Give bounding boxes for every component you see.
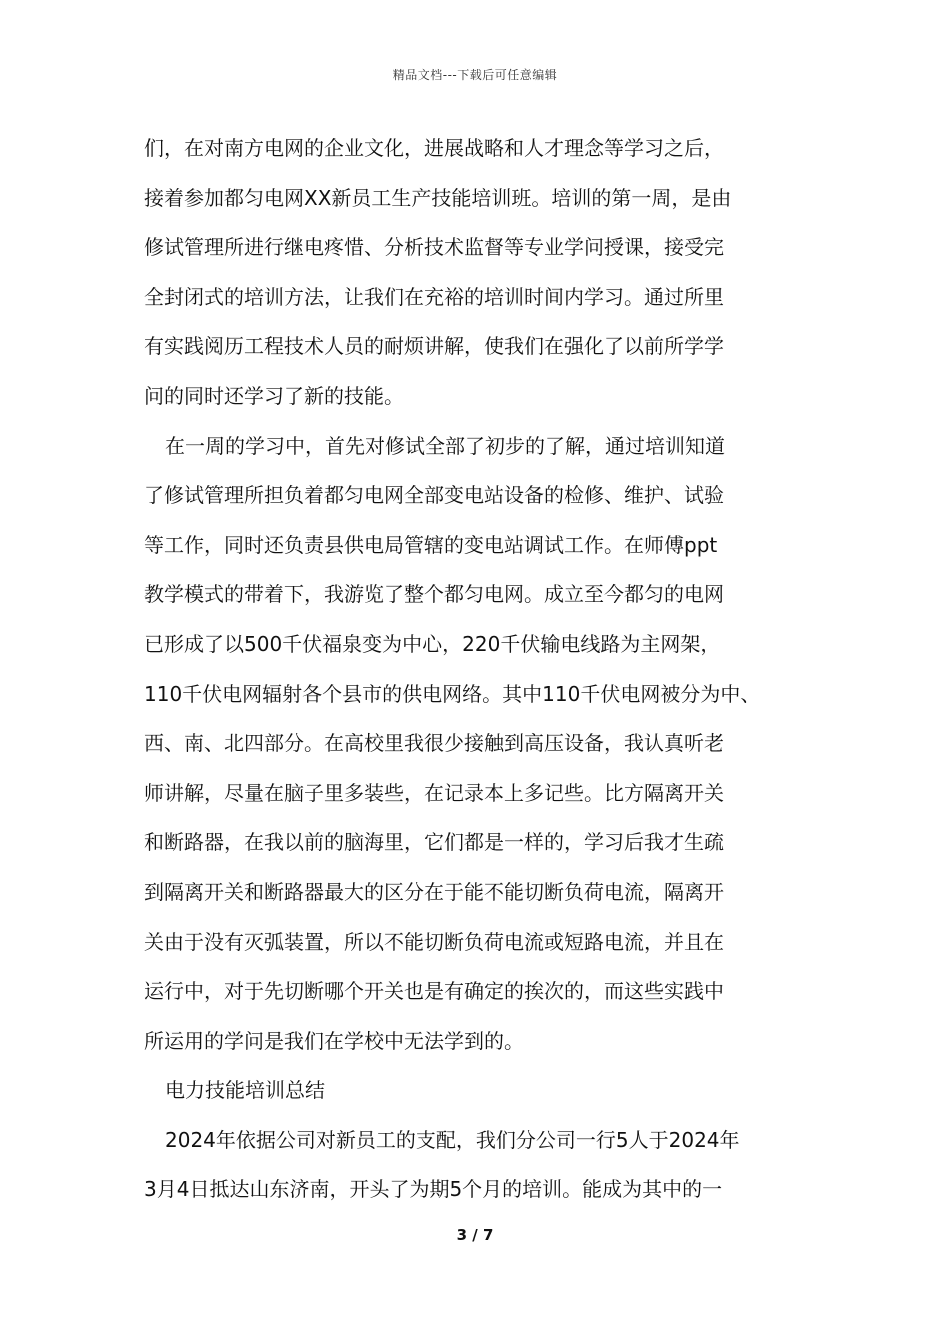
text-line: 有实践阅历工程技术人员的耐烦讲解，使我们在强化了以前所学学 [144, 334, 724, 359]
text-line: 2024年依据公司对新员工的支配，我们分公司一行5人于2024年 [165, 1127, 740, 1152]
text-line: 全封闭式的培训方法，让我们在充裕的培训时间内学习。通过所里 [144, 284, 724, 309]
text-line: 修试管理所进行继电疼惜、分析技术监督等专业学问授课，接受完 [144, 235, 724, 260]
text-line: 到隔离开关和断路器最大的区分在于能不能切断负荷电流，隔离开 [144, 879, 724, 904]
text-line: 师讲解，尽量在脑子里多装些，在记录本上多记些。比方隔离开关 [144, 780, 724, 805]
text-line: 在一周的学习中，首先对修试全部了初步的了解，通过培训知道 [165, 433, 725, 458]
page-header: 精品文档---下载后可任意编辑 [392, 68, 558, 82]
text-line: 接着参加都匀电网XX新员工生产技能培训班。培训的第一周，是由 [144, 185, 732, 210]
document-body [144, 128, 834, 1219]
page-number: 3 / 7 [456, 1226, 494, 1244]
text-line: 电力技能培训总结 [165, 1078, 325, 1103]
text-line: 运行中，对于先切断哪个开关也是有确定的挨次的，而这些实践中 [144, 979, 724, 1004]
text-line: 所运用的学问是我们在学校中无法学到的。 [144, 1028, 524, 1053]
text-line: 110千伏电网辐射各个县市的供电网络。其中110千伏电网被分为中、 [144, 681, 761, 706]
text-line: 3月4日抵达山东济南，开头了为期5个月的培训。能成为其中的一 [144, 1177, 723, 1202]
text-line: 西、南、北四部分。在高校里我很少接触到高压设备，我认真听老 [144, 731, 724, 756]
text-line: 们，在对南方电网的企业文化，进展战略和人才理念等学习之后， [144, 136, 724, 160]
text-line: 关由于没有灭弧装置，所以不能切断负荷电流或短路电流，并且在 [144, 929, 724, 954]
text-line: 和断路器，在我以前的脑海里，它们都是一样的，学习后我才生疏 [144, 830, 724, 855]
text-line: 等工作，同时还负责县供电局管辖的变电站调试工作。在师傅ppt [144, 532, 718, 557]
text-line: 已形成了以500千伏福泉变为中心，220千伏输电线路为主网架， [144, 631, 721, 656]
text-line: 了修试管理所担负着都匀电网全部变电站设备的检修、维护、试验 [144, 483, 724, 508]
text-line: 教学模式的带着下，我游览了整个都匀电网。成立至今都匀的电网 [144, 582, 724, 607]
text-line: 问的同时还学习了新的技能。 [144, 383, 404, 408]
